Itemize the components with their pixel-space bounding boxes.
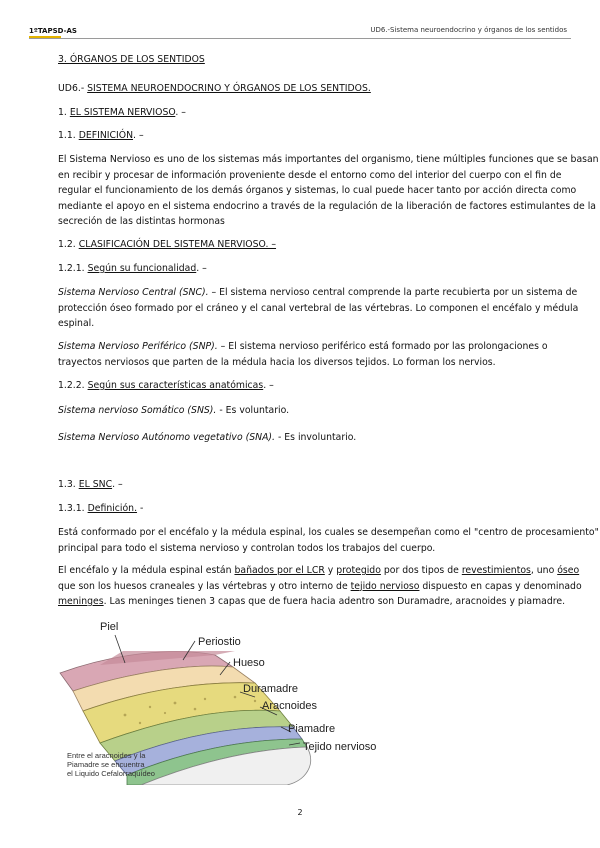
heading-number: 1.1.: [58, 130, 79, 141]
heading-text: Definición.: [87, 503, 138, 514]
label-piamadre: Piamadre: [288, 723, 336, 735]
snp-line: trayectos nerviosos que parten de la médula hacia los diversos tejidos. Lo forman los nervios.: [58, 356, 496, 368]
definition-line: secreción de las distintas hormonas: [58, 216, 225, 227]
term-revestimientos: revestimientos: [461, 565, 531, 576]
term-oseo: óseo: [557, 565, 580, 576]
header-rule: [29, 38, 571, 39]
figure-note-line: Piamadre se encuentra: [67, 760, 145, 769]
heading-number: 1.3.1.: [58, 503, 88, 514]
snp-term: Sistema Nervioso Periférico (SNP).: [58, 341, 218, 352]
heading-dash: . –: [263, 380, 274, 391]
snc-line: espinal.: [58, 318, 95, 329]
label-aracnoides: Aracnoides: [262, 700, 318, 712]
heading-text: EL SNC: [78, 479, 113, 490]
heading-1-3-1: [58, 501, 143, 517]
sns-text: - Es voluntario.: [216, 405, 290, 416]
heading-text: Según sus características anatómicas: [87, 380, 264, 391]
heading-dash: -: [137, 503, 144, 514]
text: y: [324, 565, 337, 576]
definition-line: mediante el apoyo en el sistema endocrino a través de la regulación de la liberación de factores estimulantes de la: [58, 200, 596, 212]
text: , uno: [530, 565, 558, 576]
heading-text: Según su funcionalidad: [87, 263, 197, 274]
heading-dash: . –: [175, 107, 186, 118]
definition-line: El Sistema Nervioso es uno de los sistemas más importantes del organismo, tiene múltiples funciones que se basan: [58, 154, 599, 165]
unit-title: [58, 81, 371, 97]
definition-line: en recibir y procesar de información proveniente desde el entorno como del interior del cuerpo con el fin de: [58, 169, 562, 181]
sna-line: [58, 430, 356, 446]
snc-term: Sistema Nervioso Central (SNC).: [58, 287, 209, 298]
snc-definition-line: principal para todo el sistema nervioso y controlan todos los trabajos del cuerpo.: [58, 542, 436, 554]
meninges-line: [58, 579, 582, 595]
heading-number: 1.2.1.: [58, 263, 88, 274]
term-meninges: meninges: [58, 596, 104, 607]
page-number: 2: [297, 808, 303, 817]
heading-1-2: [58, 237, 276, 253]
text: por dos tipos de: [380, 565, 462, 576]
label-periostio: Periostio: [198, 636, 241, 648]
heading-1: [58, 105, 186, 121]
snp-line: [58, 339, 548, 355]
term-tejido-nervioso: tejido nervioso: [350, 580, 420, 592]
heading-text: CLASIFICACIÓN DEL SISTEMA NERVIOSO. –: [78, 239, 277, 250]
label-hueso: Hueso: [233, 657, 265, 669]
sna-term: Sistema Nervioso Autónomo vegetativo (SNA).: [58, 432, 276, 443]
meninges-diagram: [55, 615, 415, 785]
text: El encéfalo y la médula espinal están: [58, 565, 235, 576]
sns-line: [58, 403, 289, 419]
heading-number: 1.2.: [58, 239, 79, 250]
figure-note-line: Entre el aracnoides y la: [67, 751, 146, 760]
header-unit: UD6.-Sistema neuroendocrino y órganos de los sentidos: [370, 26, 567, 34]
heading-dash: . –: [133, 130, 144, 141]
heading-1-2-1: [58, 261, 207, 277]
snc-line: [58, 285, 577, 301]
term-lcr: bañados por el LCR: [234, 565, 325, 576]
heading-1-2-2: [58, 378, 274, 394]
meninges-line: [58, 563, 579, 579]
heading-number: 1.3.: [58, 479, 79, 490]
heading-text: EL SISTEMA NERVIOSO: [69, 107, 176, 118]
text: dispuesto en capas y denominado: [419, 580, 582, 592]
heading-dash: . –: [112, 479, 123, 490]
snc-line: protección óseo formado por el cráneo y el canal vertebral de las vértebras. Lo componen el encéfalo y médula: [58, 302, 579, 314]
sns-term: Sistema nervioso Somático (SNS).: [58, 405, 217, 416]
meninges-illustration: [55, 615, 415, 785]
heading-text: DEFINICIÓN: [78, 130, 134, 141]
heading-number: 1.2.2.: [58, 380, 88, 391]
heading-number: 1.: [58, 107, 70, 118]
snc-text: – El sistema nervioso central comprende la parte recubierta por un sistema de: [208, 287, 578, 298]
header-course: 1ºTAPSD-AS: [29, 27, 77, 35]
heading-dash: . –: [196, 263, 207, 274]
figure-note-line: el Liquido Cefalorraquídeo: [67, 769, 155, 778]
section-title-sentidos: 3. ÓRGANOS DE LOS SENTIDOS: [58, 54, 205, 65]
snc-definition-line: Está conformado por el encéfalo y la médula espinal, los cuales se desempeñan como el "centro de procesamiento": [58, 527, 599, 538]
label-piel: Piel: [100, 621, 119, 633]
unit-prefix: UD6.-: [58, 83, 88, 94]
term-protegido: protegido: [336, 565, 381, 576]
text: . Las meninges tienen 3 capas que de fuera hacia adentro son Duramadre, aracnoides y piamadre.: [103, 596, 566, 607]
sna-text: - Es involuntario.: [275, 432, 357, 443]
text: que son los huesos craneales y las vértebras y otro interno de: [58, 580, 351, 592]
meninges-line: [58, 594, 565, 610]
label-duramadre: Duramadre: [243, 683, 299, 695]
unit-title-text: SISTEMA NEUROENDOCRINO Y ÓRGANOS DE LOS SENTIDOS.: [87, 83, 371, 94]
heading-1-3: [58, 477, 123, 493]
definition-line: regular el funcionamiento de los demás órganos y sistemas, lo cual puede hacer tanto por acción directa como: [58, 185, 577, 196]
snp-text: – El sistema nervioso periférico está formado por las prolongaciones o: [217, 341, 548, 352]
label-tejido-nervioso: Tejido nervioso: [303, 741, 377, 753]
heading-1-1: [58, 128, 144, 144]
